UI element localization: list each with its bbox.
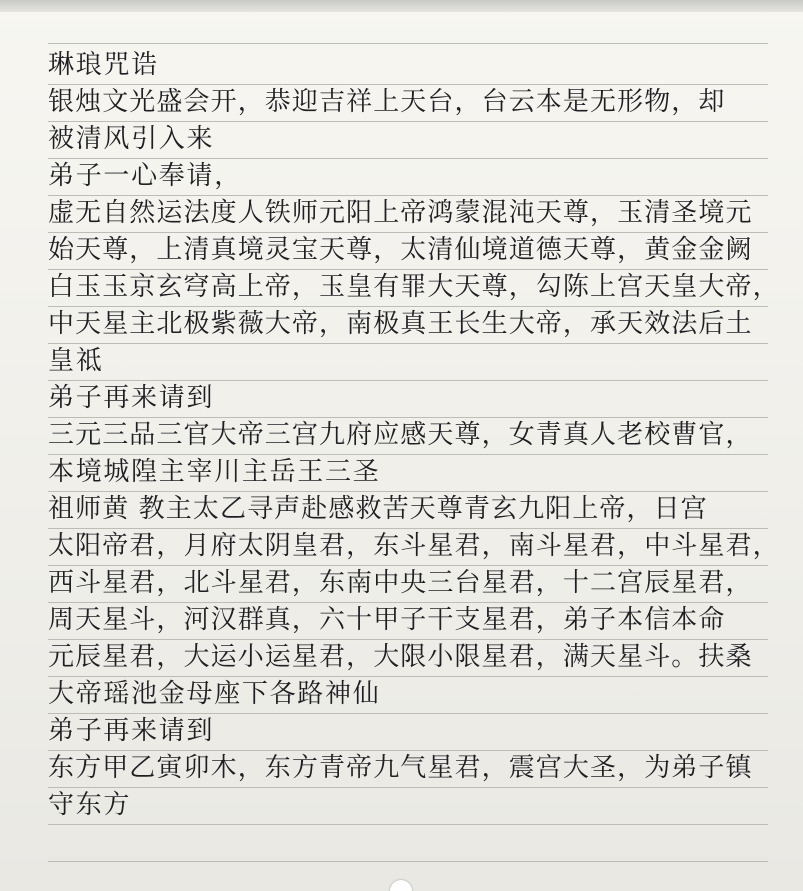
ruled-line — [48, 343, 768, 344]
page-top-edge — [0, 0, 803, 12]
ruled-line — [48, 306, 768, 307]
ruled-line — [48, 861, 768, 862]
ruled-line — [48, 195, 768, 196]
binding-ring — [390, 880, 412, 891]
text-line: 弟子再来请到 — [48, 716, 215, 746]
text-line: 三元三品三官大帝三宫九府应感天尊，女青真人老校曹官， — [48, 420, 753, 450]
ruled-line — [48, 824, 768, 825]
ruled-line — [48, 121, 768, 122]
ruled-line — [48, 232, 768, 233]
text-line: 元辰星君，大运小运星君，大限小限星君，满天星斗。扶桑 — [48, 642, 753, 672]
text-line: 本境城隍主宰川主岳王三圣 — [48, 457, 381, 487]
text-line: 守东方 — [48, 790, 132, 820]
ruled-line — [48, 639, 768, 640]
ruled-line — [48, 417, 768, 418]
ruled-line — [48, 380, 768, 381]
ruled-line — [48, 676, 768, 677]
ruled-line — [48, 84, 768, 85]
text-line: 白玉玉京玄穹高上帝，玉皇有罪大天尊，勾陈上宫天皇大帝， — [48, 272, 780, 302]
ruled-line — [48, 713, 768, 714]
document-title: 琳琅咒诰 — [48, 50, 159, 80]
text-line: 中天星主北极紫薇大帝，南极真王长生大帝，承天效法后土 — [48, 309, 753, 339]
text-line: 皇祗 — [48, 346, 104, 376]
text-line: 太阳帝君，月府太阴皇君，东斗星君，南斗星君，中斗星君， — [48, 531, 780, 561]
ruled-line — [48, 43, 768, 44]
text-line: 虚无自然运法度人铁师元阳上帝鸿蒙混沌天尊，玉清圣境元 — [48, 198, 753, 228]
ruled-line — [48, 269, 768, 270]
ruled-line — [48, 158, 768, 159]
text-line: 弟子一心奉请， — [48, 161, 242, 191]
ruled-line — [48, 787, 768, 788]
text-line: 始天尊，上清真境灵宝天尊，太清仙境道德天尊，黄金金阙 — [48, 235, 753, 265]
ruled-line — [48, 602, 768, 603]
text-line: 银烛文光盛会开，恭迎吉祥上天台，台云本是无形物，却 — [48, 87, 726, 117]
ruled-line — [48, 454, 768, 455]
ruled-line — [48, 565, 768, 566]
text-line: 被清风引入来 — [48, 124, 215, 154]
ruled-line — [48, 750, 768, 751]
text-line: 弟子再来请到 — [48, 383, 215, 413]
text-line: 周天星斗，河汉群真，六十甲子干支星君，弟子本信本命 — [48, 605, 726, 635]
text-line: 西斗星君，北斗星君，东南中央三台星君，十二宫辰星君， — [48, 568, 753, 598]
text-line: 大帝瑶池金母座下各路神仙 — [48, 679, 381, 709]
ruled-line — [48, 491, 768, 492]
text-line: 东方甲乙寅卯木，东方青帝九气星君，震宫大圣，为弟子镇 — [48, 753, 753, 783]
ruled-line — [48, 528, 768, 529]
text-line: 祖师黄 教主太乙寻声赴感救苦天尊青玄九阳上帝，日宫 — [48, 494, 708, 524]
